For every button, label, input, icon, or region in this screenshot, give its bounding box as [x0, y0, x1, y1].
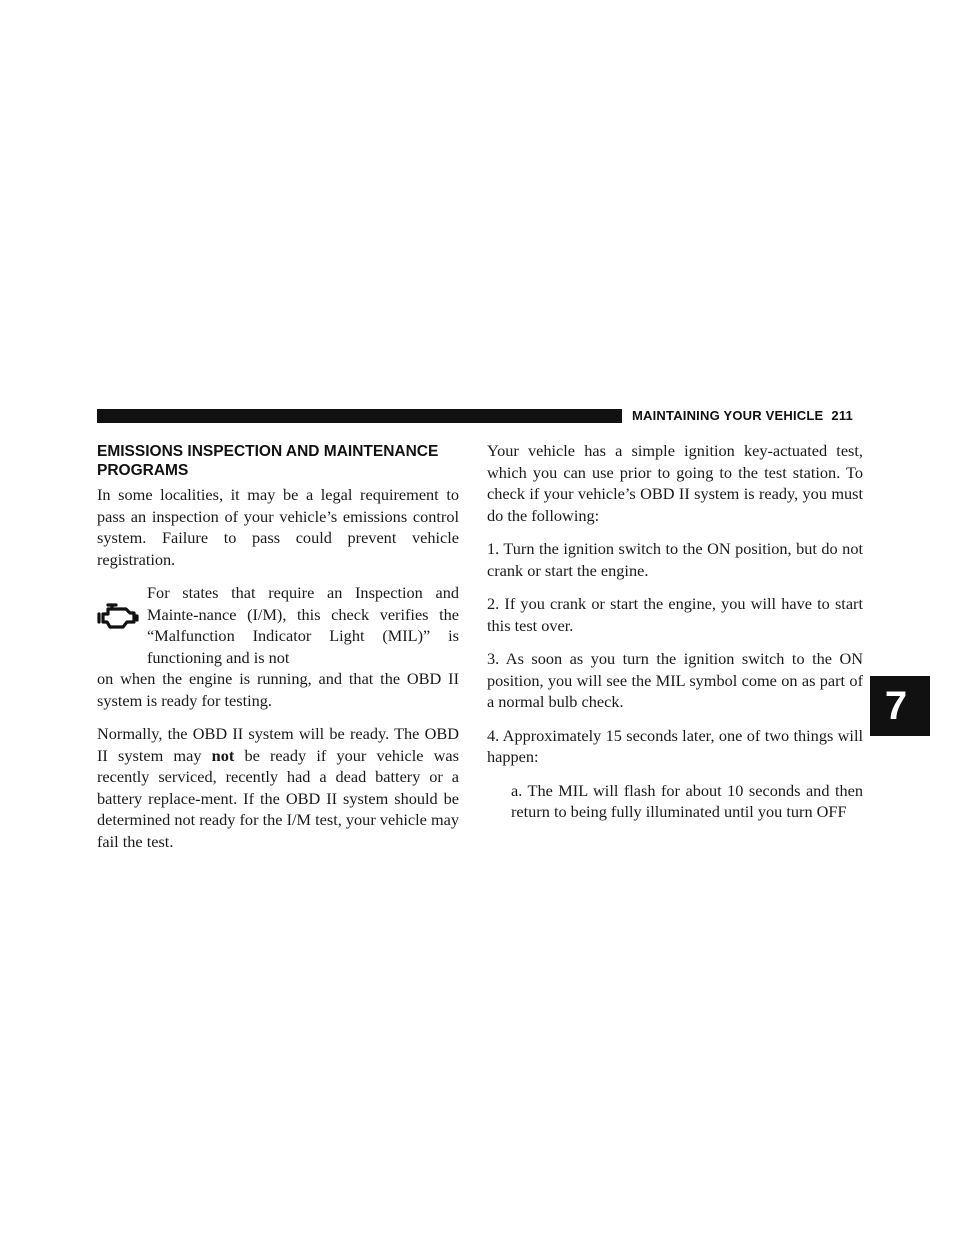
section-title: MAINTAINING YOUR VEHICLE — [632, 408, 824, 423]
paragraph-mil — [97, 582, 459, 711]
emphasis-not: not — [211, 745, 235, 765]
step-4: 4. Approximately 15 seconds later, one of two things will happen: — [487, 725, 863, 766]
paragraph-intro: In some localities, it may be a legal requirement to pass an inspection of your vehicle’s emissions control system. Failure to pass could prevent vehicle registration. — [97, 485, 459, 569]
header-rule — [97, 409, 622, 423]
step-2: 2. If you crank or start the engine, you will have to start this test over. — [487, 594, 863, 635]
mil-text-rest: on when the engine is running, and that the OBD II system is ready for testing. — [97, 669, 459, 710]
mil-text-indented: For states that require an Inspection and Mainte-nance (I/M), this check verifies the “Malfunction Indicator Light (MIL)” is functioning and is not — [147, 583, 459, 667]
running-header — [632, 408, 853, 424]
step-1: 1. Turn the ignition switch to the ON position, but do not crank or start the engine. — [487, 539, 863, 580]
chapter-tab: 7 — [870, 676, 930, 736]
paragraph-readiness: Normally, the OBD II system will be ready. The OBD II system may not be ready if your vehicle was recently serviced, recently had a dead battery or a battery replace-ment. If the OBD II system should be determined not ready for the I/M test, your vehicle may fail the test. — [97, 724, 459, 851]
paragraph-test-intro: Your vehicle has a simple ignition key-actuated test, which you can use prior to going to the test station. To check if your vehicle’s OBD II system is ready, you must do the following: — [487, 441, 863, 525]
step-4a: a. The MIL will flash for about 10 seconds and then return to being fully illuminated until you turn OFF — [511, 780, 863, 821]
step-3: 3. As soon as you turn the ignition switch to the ON position, you will see the MIL symbol come on as part of a normal bulb check. — [487, 649, 863, 711]
left-column — [97, 440, 459, 864]
right-column — [487, 440, 863, 835]
engine-icon — [97, 600, 139, 630]
page-number: 211 — [831, 408, 853, 423]
section-heading: EMISSIONS INSPECTION AND MAINTENANCE PROGRAMS — [97, 443, 439, 479]
